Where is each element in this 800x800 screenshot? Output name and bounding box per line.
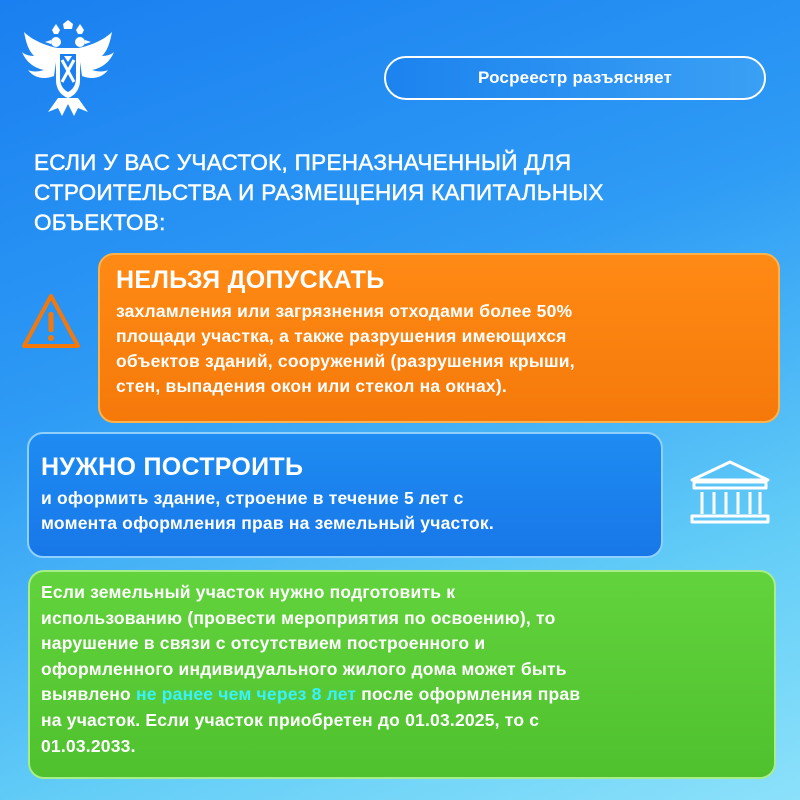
prohibited-heading: НЕЛЬЗЯ ДОПУСКАТЬ xyxy=(116,266,385,294)
note-text-after: после оформления прав на участок. Если участок приобретен до 01.03.2025, то с 01.03.2033. xyxy=(41,684,581,756)
government-building-icon xyxy=(682,458,778,528)
build-requirement-box xyxy=(27,432,663,558)
build-heading: НУЖНО ПОСТРОИТЬ xyxy=(41,453,304,481)
rosreestr-explains-badge xyxy=(384,56,766,100)
rosreestr-eagle-logo xyxy=(18,20,118,120)
note-text-before: Если земельный участок нужно подготовить к использованию (провести мероприятия по освоению), то нарушение в связи с отсутствием построенного и оформленного индивидуального жилого дома может быть выявлено xyxy=(41,582,567,705)
development-note-box xyxy=(28,570,776,779)
page-title: ЕСЛИ У ВАС УЧАСТОК, ПРЕНАЗНАЧЕННЫЙ ДЛЯ СТРОИТЕЛЬСТВА И РАЗМЕЩЕНИЯ КАПИТАЛЬНЫХ ОБЪЕКТОВ: xyxy=(34,150,604,235)
badge-label: Росреестр разъясняет xyxy=(477,68,673,87)
note-text xyxy=(41,580,764,759)
prohibited-actions-box xyxy=(98,253,780,423)
warning-triangle-icon xyxy=(20,292,82,352)
prohibited-text: захламления или загрязнения отходами более 50% площади участка, а также разрушения имеющихся объектов зданий, сооружений (разрушения крыши, стен, выпадения окон или стекол на окнах). xyxy=(116,301,575,396)
build-text: и оформить здание, строение в течение 5 лет с момента оформления прав на земельный участок. xyxy=(41,488,494,533)
note-highlight: не ранее чем через 8 лет xyxy=(135,684,357,705)
